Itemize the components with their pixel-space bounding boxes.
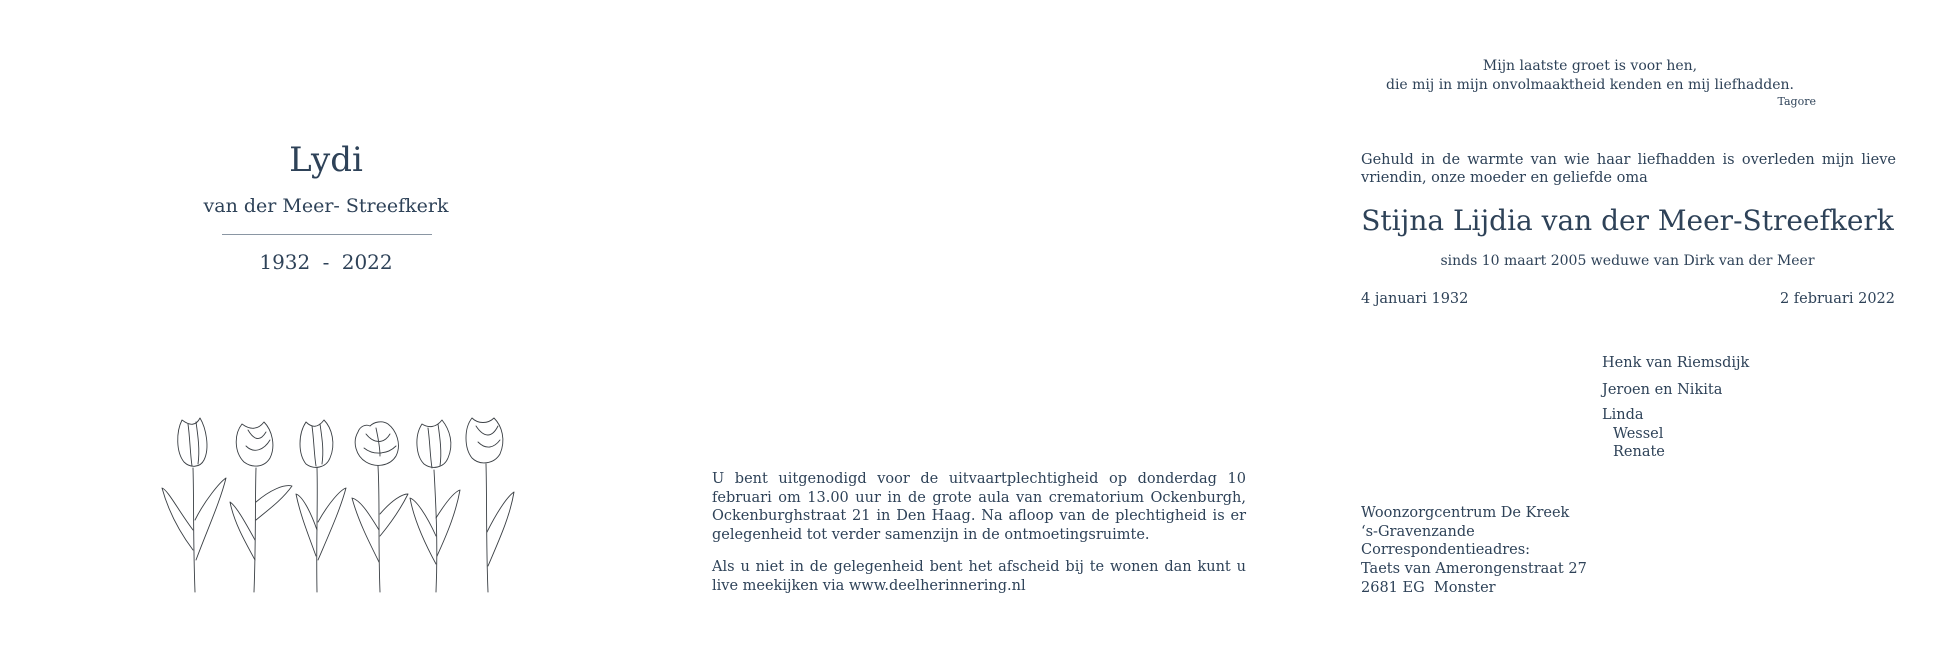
deceased-full-name: Stijna Lijdia van der Meer-Streefkerk [1361, 204, 1894, 237]
family-child: Wessel [1613, 425, 1664, 442]
widow-note: sinds 10 maart 2005 weduwe van Dirk van der Meer [1440, 253, 1815, 269]
birth-date: 4 januari 1932 [1361, 291, 1469, 307]
tulip-icon [296, 420, 346, 592]
tulip-icon [162, 418, 226, 592]
address-line: Woonzorgcentrum De Kreek [1361, 505, 1570, 521]
tulip-icon [410, 420, 460, 592]
family-member: Henk van Riemsdijk [1602, 355, 1750, 371]
quote-line: Mijn laatste groet is voor hen, [1482, 58, 1698, 74]
tulip-icon [352, 422, 408, 592]
quote-author: Tagore [1777, 95, 1816, 108]
ceremony-invitation: U bent uitgenodigd voor de uitvaartplechtigheid op donderdag 10 februari om 13.00 uur in de grote aula van crematorium Ockenburgh, Ockenburghstraat 21 in Den Haag. Na afloop van de plechtigheid is er gelegenheid tot verder samenzijn in de ontmoetingsruimte. [712, 471, 1246, 543]
quote [1360, 57, 1820, 108]
first-name: Lydi [289, 140, 363, 180]
family-group [1602, 406, 1665, 462]
family-child: Renate [1613, 444, 1665, 460]
last-name: van der Meer- Streefkerk [203, 195, 449, 217]
announcement-intro: Gehuld in de warmte van wie haar liefhadden is overleden mijn lieve vriendin, onze moeder en geliefde oma [1361, 152, 1896, 186]
family-member: Jeroen en Nikita [1602, 382, 1723, 398]
livestream-notice: Als u niet in de gelegenheid bent het afscheid bij te wonen dan kunt u live meekijken via www.deelherinnering.nl [712, 559, 1246, 594]
address-line: ‘s-Gravenzande [1361, 523, 1475, 540]
correspondence-address [1361, 504, 1587, 598]
tulip-icon [230, 422, 292, 592]
family-member: Linda [1602, 407, 1644, 423]
life-years: 1932 - 2022 [259, 250, 393, 274]
tulips-illustration [160, 410, 515, 595]
address-line: 2681 EG Monster [1361, 579, 1496, 596]
quote-line: die mij in mijn onvolmaaktheid kenden en mij liefhadden. [1385, 77, 1794, 93]
divider-line [222, 234, 432, 235]
address-line: Correspondentieadres: [1361, 542, 1531, 559]
address-line: Taets van Amerongenstraat 27 [1361, 561, 1587, 578]
death-date: 2 februari 2022 [1779, 291, 1895, 307]
tulip-icon [466, 418, 514, 592]
